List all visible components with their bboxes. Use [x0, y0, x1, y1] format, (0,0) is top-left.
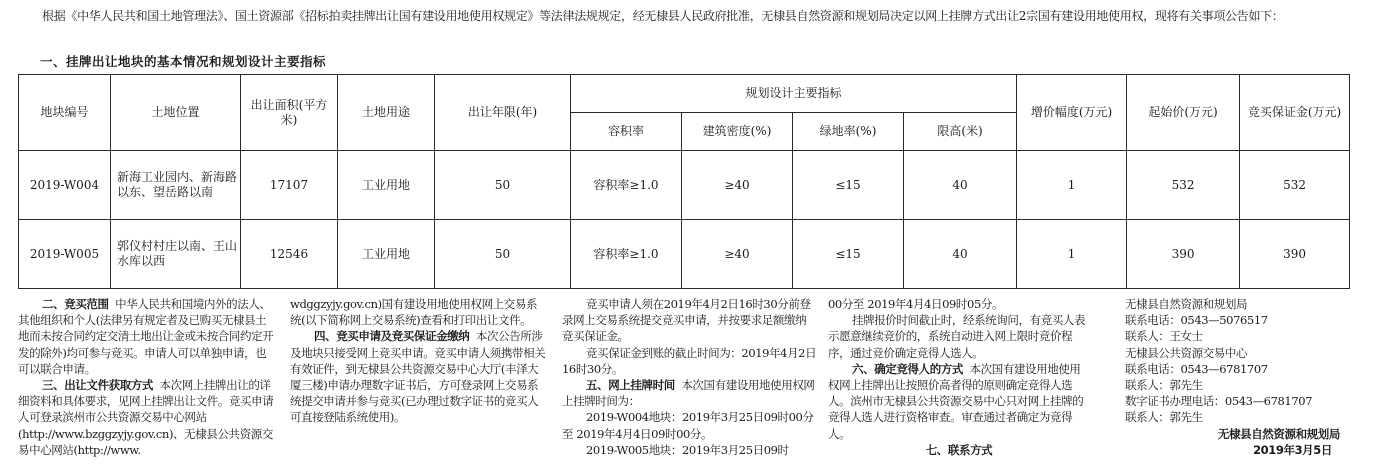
header-increment: 增价幅度(万元) [1017, 75, 1127, 151]
section-2-title: 二、竞买范围 [42, 297, 109, 311]
cell-increment: 1 [1017, 220, 1127, 289]
date: 2019年3月5日 [1253, 442, 1332, 457]
section-5-title: 五、网上挂牌时间 [586, 378, 675, 393]
plot-table [18, 74, 1383, 289]
header-term: 出让年限(年) [435, 75, 571, 151]
section-3-title: 三、出让文件获取方式 [42, 378, 153, 393]
contact-column [1125, 296, 1370, 474]
section-3-paragraph [18, 377, 276, 458]
section-1-title: 一、挂牌出让地块的基本情况和规划设计主要指标 [40, 54, 327, 69]
contact-line: 数字证书办理电话：0543—6781707 [1125, 394, 1313, 409]
section-7-title: 七、联系方式 [925, 442, 993, 457]
section-2-text: 中华人民共和国境内外的法人、其他组织和个人(法律另有规定者及已购买无棣县土地而未按合同约定交清土地出让金或未按合同约定开发的除外)均可参与竞买。申请人可以单独申请，也可以联合申请。 [18, 297, 274, 376]
section-4-paragraph [290, 328, 548, 425]
contact-line: 无棣县公共资源交易中心 [1125, 345, 1248, 360]
text-column-4 [828, 296, 1090, 474]
contact-line: 联系人：王女士 [1125, 329, 1203, 344]
cell-area: 12546 [241, 220, 338, 289]
text-column-2 [290, 296, 548, 474]
header-area: 出让面积(平方米) [241, 75, 338, 151]
header-start-price: 起始价(万元) [1127, 75, 1240, 151]
cell-green: ≤15 [793, 151, 904, 220]
header-location: 土地位置 [111, 75, 241, 151]
cell-term: 50 [435, 151, 571, 220]
cell-location: 郭仪村村庄以南、王山水库以西 [111, 220, 241, 289]
cell-far: 容积率≥1.0 [571, 220, 682, 289]
contact-line: 联系电话：0543—5076517 [1125, 313, 1268, 328]
contact-line: 联系电话：0543—6781707 [1125, 361, 1268, 376]
section-4-text: 本次公告所涉及地块只接受网上竞买申请。竞买申请人须携带相关有效证件，到无棣县公共资源交易中心大厅(丰泽大厦三楼)申请办理数字证书后，方可登录网上交易系统提交申请并参与竞买(已办理过数字证书的竞买人可直接登陆系统使用)。 [290, 329, 546, 425]
section-3-text: 本次网上挂牌出让的详细资料和具体要求，见网上挂牌出让文件。竞买申请人可登录滨州市公共资源交易中心网站(http://www.bzggzyjy.gov.cn)、无棣县公共资源交易中心网站(http://www. [18, 378, 274, 457]
cell-deposit: 390 [1240, 220, 1350, 289]
cell-increment: 1 [1017, 151, 1127, 220]
w005-time-continued: 00分至 2019年4月4日09时05分。 [828, 297, 1004, 311]
header-deposit: 竞买保证金(万元) [1240, 75, 1350, 151]
section-6-title: 六、确定竞得人的方式 [852, 361, 963, 376]
deposit-deadline-paragraph: 竞买保证金到账的截止时间为：2019年4月2日16时30分。 [562, 345, 817, 376]
header-height: 限高(米) [904, 113, 1017, 151]
header-land-use: 土地用途 [338, 75, 435, 151]
section-3-continued: wdggzyjy.gov.cn)国有建设用地使用权网上交易系统(以下简称网上交易系统)查看和打印出让文件。 [290, 297, 538, 328]
cell-density: ≥40 [682, 151, 793, 220]
cell-term: 50 [435, 220, 571, 289]
cell-code: 2019-W005 [19, 220, 111, 289]
header-green: 绿地率(%) [793, 113, 904, 151]
cell-green: ≤15 [793, 220, 904, 289]
cell-density: ≥40 [682, 220, 793, 289]
cell-height: 40 [904, 220, 1017, 289]
contact-line: 无棣县自然资源和规划局 [1125, 297, 1248, 311]
signature: 无棣县自然资源和规划局 [1217, 426, 1340, 441]
w005-time: 2019-W005地块：2019年3月25日09时 [586, 442, 789, 457]
text-column-1 [18, 296, 276, 474]
intro-paragraph: 根据《中华人民共和国土地管理法》、国土资源部《招标拍卖挂牌出让国有建设用地使用权规定》等法律法规规定，经无棣县人民政府批准，无棣县自然资源和规划局决定以网上挂牌方式出让2宗国有建设用地使用权，现将有关事项公告如下： [42, 9, 1284, 23]
w004-time: 2019-W004地块：2019年3月25日09时00分至 2019年4月4日09时00分。 [562, 410, 814, 441]
section-5-text: 本次国有建设用地使用权网上挂牌时间为： [562, 378, 815, 409]
cell-area: 17107 [241, 151, 338, 220]
cell-far: 容积率≥1.0 [571, 151, 682, 220]
section-2-paragraph [18, 296, 276, 377]
table-row [19, 220, 1383, 289]
contact-line: 联系人：郭先生 [1125, 378, 1203, 393]
header-plot-code: 地块编号 [19, 75, 111, 151]
section-6-paragraph [828, 361, 1090, 442]
cell-start-price: 390 [1127, 220, 1240, 289]
table-row [19, 151, 1383, 220]
section-5-paragraph [562, 377, 817, 409]
header-planning-group: 规划设计主要指标 [571, 75, 1017, 113]
cell-start-price: 532 [1127, 151, 1240, 220]
cell-use: 工业用地 [338, 220, 435, 289]
cell-use: 工业用地 [338, 151, 435, 220]
section-4-deadline-paragraph: 竞买申请人须在2019年4月2日16时30分前登录网上交易系统提交竞买申请，并按要求足额缴纳竞买保证金。 [562, 297, 811, 344]
contact-line: 联系人：郭先生 [1125, 410, 1203, 425]
cell-height: 40 [904, 151, 1017, 220]
cell-location: 新海工业园内、新海路以东、望岳路以南 [111, 151, 241, 220]
cell-deposit: 532 [1240, 151, 1350, 220]
bidding-rule-paragraph: 挂牌报价时间截止时，经系统询问，有竞买人表示愿意继续竞价的，系统自动进入网上限时竞价程序，通过竞价确定竞得人选人。 [828, 313, 1086, 360]
section-6-text: 本次国有建设用地使用权网上挂牌出让按照价高者得的原则确定竞得人选人。滨州市无棣县公共资源交易中心只对网上挂牌的竞得人选人进行资格审查。审查通过者确定为竞得人。 [828, 361, 1084, 441]
header-far: 容积率 [571, 113, 682, 151]
cell-code: 2019-W004 [19, 151, 111, 220]
section-4-title: 四、竞买申请及竞买保证金缴纳 [314, 329, 470, 344]
header-density: 建筑密度(%) [682, 113, 793, 151]
text-column-3 [562, 296, 817, 474]
